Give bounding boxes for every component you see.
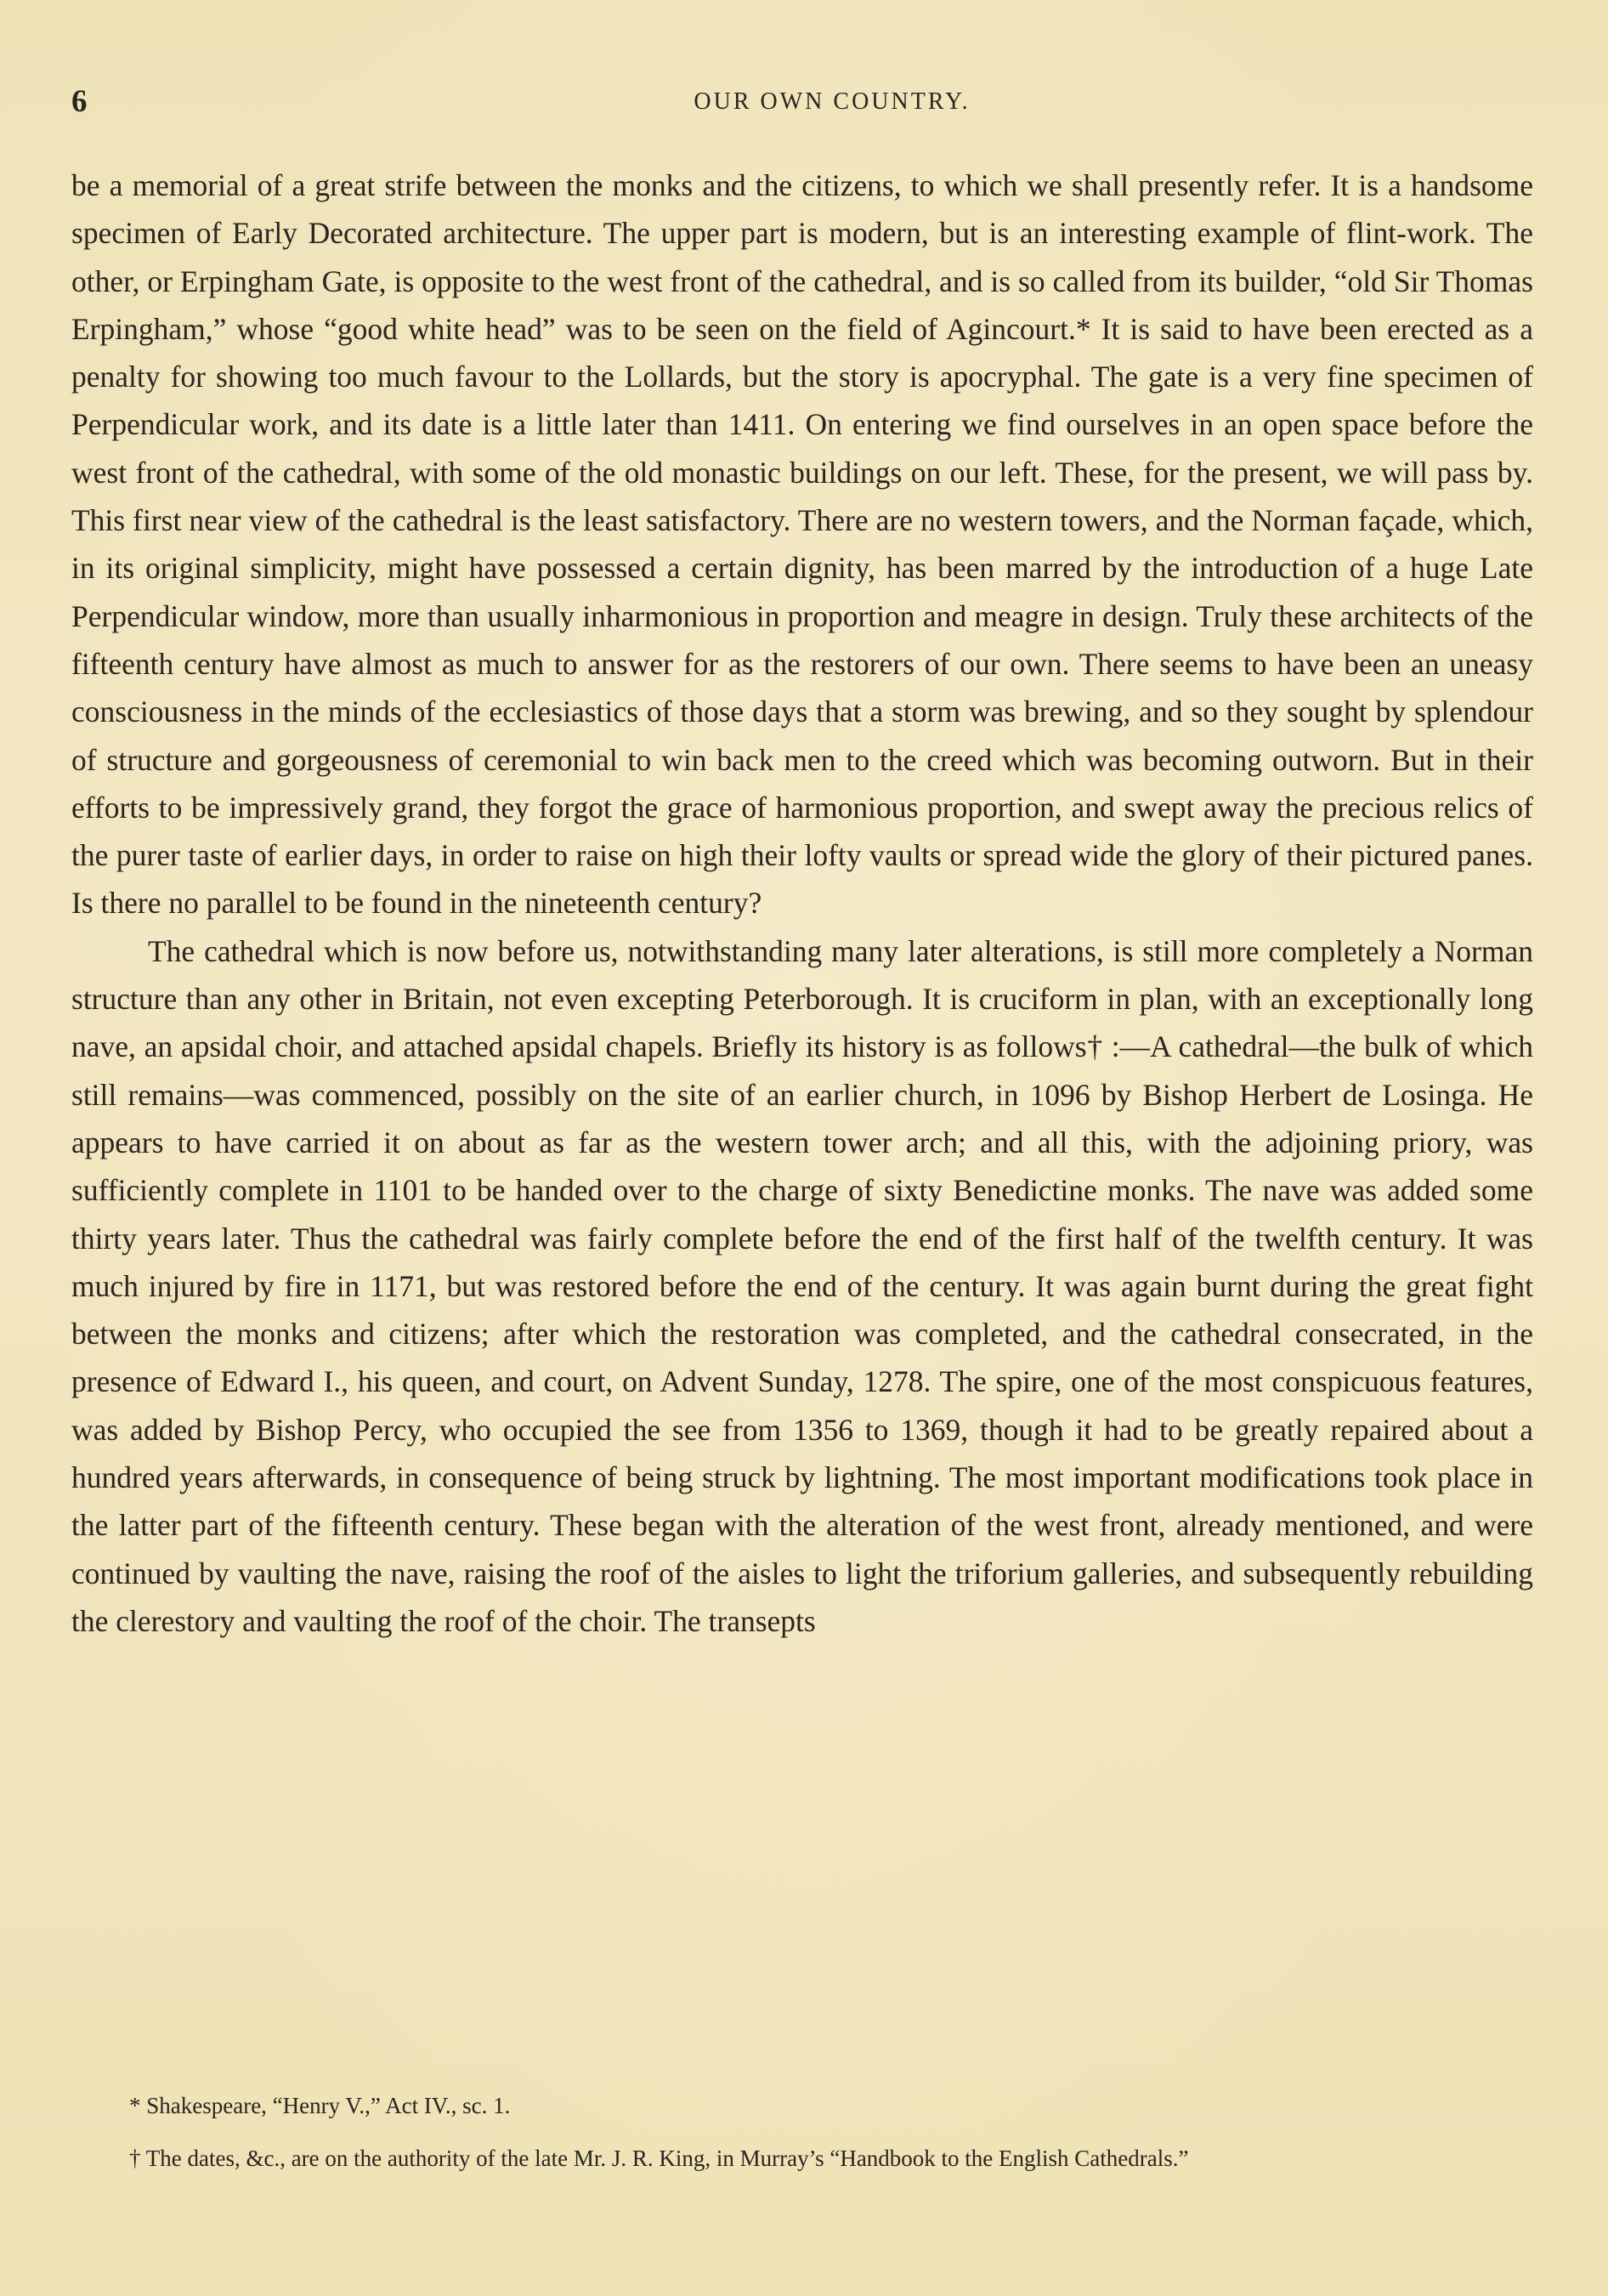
footnotes xyxy=(71,2088,1533,2176)
page-number: 6 xyxy=(71,84,88,119)
paragraph-2: The cathedral which is now before us, notwithstanding many later alterations, is still more completely a Norman structure than any other in Britain, not even excepting Peterborough. It is cruciform in plan, with an exceptionally long nave, an apsidal choir, and attached apsidal chapels. Briefly its history is as follows† :—A cathedral—the bulk of which still remains—was commenced, possibly on the site of an earlier church, in 1096 by Bishop Herbert de Losinga. He appears to have carried it on about as far as the western tower arch; and all this, with the adjoining priory, was sufficiently complete in 1101 to be handed over to the charge of sixty Benedictine monks. The nave was added some thirty years later. Thus the cathedral was fairly complete before the end of the first half of the twelfth century. It was much injured by fire in 1171, but was restored before the end of the century. It was again burnt during the great fight between the monks and citizens; after which the restoration was completed, and the cathedral consecrated, in the presence of Edward I., his queen, and court, on Advent Sunday, 1278. The spire, one of the most conspicuous features, was added by Bishop Percy, who occupied the see from 1356 to 1369, though it had to be greatly repaired about a hundred years afterwards, in consequence of being struck by lightning. The most important modifications took place in the latter part of the fifteenth century. These began with the alteration of the west front, already mentioned, and were continued by vaulting the nave, raising the roof of the aisles to light the triforium galleries, and subsequently rebuilding the clerestory and vaulting the roof of the choir. The transepts xyxy=(71,933,1533,1638)
footnote-1: * Shakespeare, “Henry V.,” Act IV., sc. 1. xyxy=(129,2093,511,2118)
running-title: OUR OWN COUNTRY. xyxy=(694,88,971,115)
paragraph-1: be a memorial of a great strife between the monks and the citizens, to which we shall presently refer. It is a handsome specimen of Early Decorated architecture. The upper part is modern, but is an interesting example of flint-work. The other, or Erpingham Gate, is opposite to the west front of the cathedral, and is so called from its builder, “old Sir Thomas Erpingham,” whose “good white head” was to be seen on the field of Agincourt.* It is said to have been erected as a penalty for showing too much favour to the Lollards, but the story is apocryphal. The gate is a very fine specimen of Perpendicular work, and its date is a little later than 1411. On entering we find ourselves in an open space before the west front of the cathedral, with some of the old monastic buildings on our left. These, for the present, we will pass by. This first near view of the cathedral is the least satisfactory. There are no western towers, and the Norman façade, which, in its original simplicity, might have possessed a certain dignity, has been marred by the introduction of a huge Late Perpendicular window, more than usually inharmonious in proportion and meagre in design. Truly these architects of the fifteenth century have almost as much to answer for as the restorers of our own. There seems to have been an uneasy consciousness in the minds of the ecclesiastics of those days that a storm was brewing, and so they sought by splendour of structure and gorgeousness of ceremonial to win back men to the creed which was becoming outworn. But in their efforts to be impressively grand, they forgot the grace of harmonious proportion, and swept away the precious relics of the purer taste of earlier days, in order to raise on high their lofty vaults or spread wide the glory of their pictured panes. Is there no parallel to be found in the nineteenth century? xyxy=(71,168,1533,921)
footnote-2: † The dates, &c., are on the authority of the late Mr. J. R. King, in Murray’s “Handbook to the English Cathedrals.” xyxy=(129,2146,1189,2171)
running-head xyxy=(71,83,1533,126)
body-text xyxy=(71,162,1533,1645)
